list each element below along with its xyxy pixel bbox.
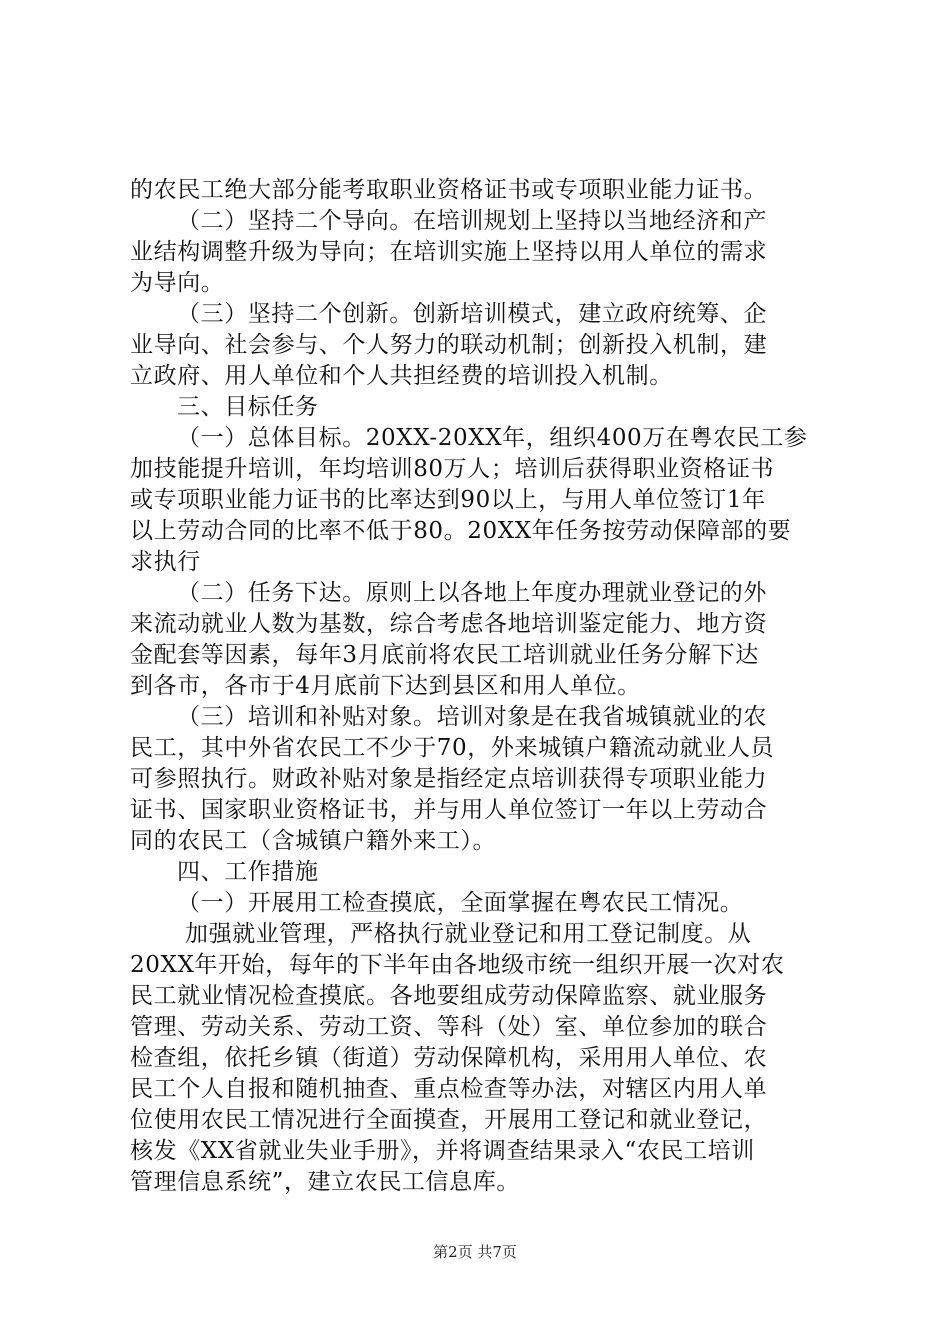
body-line: 或专项职业能力证书的比率达到90以上，与用人单位签订1年 (130, 487, 766, 513)
body-line: 核发《XX省就业失业手册》，并将调查结果录入“农民工培训 (130, 1138, 755, 1164)
body-line: 加强就业管理，严格执行就业登记和用工登记制度。从 (185, 921, 752, 947)
body-line: 20XX年开始，每年的下半年由各地级市统一组织开展一次对农 (130, 952, 785, 978)
section-heading: 三、目标任务 (177, 394, 319, 420)
body-line: 求执行 (130, 549, 201, 575)
body-line: 民工就业情况检查摸底。各地要组成劳动保障监察、就业服务 (130, 983, 768, 1009)
body-line: 民工个人自报和随机抽查、重点检查等办法，对辖区内用人单 (130, 1076, 768, 1102)
body-line: 检查组，依托乡镇（街道）劳动保障机构，采用用人单位、农 (130, 1045, 768, 1071)
body-line: 位使用农民工情况进行全面摸查，开展用工登记和就业登记， (130, 1107, 768, 1133)
body-line: 的农民工绝大部分能考取职业资格证书或专项职业能力证书。 (130, 177, 768, 203)
body-line: 为导向。 (130, 270, 225, 296)
body-line: 证书、国家职业资格证书，并与用人单位签订一年以上劳动合 (130, 797, 768, 823)
body-line: 民工，其中外省农民工不少于70，外来城镇户籍流动就业人员 (130, 735, 775, 761)
body-line: （二）任务下达。原则上以各地上年度办理就业登记的外 (177, 580, 767, 606)
section-heading: 四、工作措施 (177, 859, 319, 885)
body-line: （一）总体目标。20XX-20XX年，组织400万在粤农民工参 (177, 425, 808, 451)
body-line: （二）坚持二个导向。在培训规划上坚持以当地经济和产 (177, 208, 767, 234)
body-line: 管理信息系统”，建立农民工信息库。 (130, 1169, 520, 1195)
body-line: 加技能提升培训，年均培训80万人；培训后获得职业资格证书 (130, 456, 775, 482)
body-line: 到各市，各市于4月底前下达到县区和用人单位。 (130, 673, 641, 699)
body-line: 业结构调整升级为导向；在培训实施上坚持以用人单位的需求 (130, 239, 768, 265)
body-line: （三）培训和补贴对象。培训对象是在我省城镇就业的农 (177, 704, 767, 730)
body-line: （三）坚持二个创新。创新培训模式，建立政府统筹、企 (177, 301, 767, 327)
body-line: 管理、劳动关系、劳动工资、等科（处）室、单位参加的联合 (130, 1014, 768, 1040)
body-line: 金配套等因素，每年3月底前将农民工培训就业任务分解下达 (130, 642, 759, 668)
page-number: 第2页 共7页 (433, 1243, 517, 1261)
body-line: 立政府、用人单位和个人共担经费的培训投入机制。 (130, 363, 673, 389)
body-line: 来流动就业人数为基数，综合考虑各地培训鉴定能力、地方资 (130, 611, 768, 637)
body-line: 同的农民工（含城镇户籍外来工）。 (130, 828, 497, 854)
body-line: 以上劳动合同的比率不低于80。20XX年任务按劳动保障部的要 (130, 518, 792, 544)
subsection-heading: （一）开展用工检查摸底，全面掌握在粤农民工情况。 (177, 890, 744, 916)
body-line: 可参照执行。财政补贴对象是指经定点培训获得专项职业能力 (130, 766, 768, 792)
body-line: 业导向、社会参与、个人努力的联动机制；创新投入机制，建 (130, 332, 768, 358)
